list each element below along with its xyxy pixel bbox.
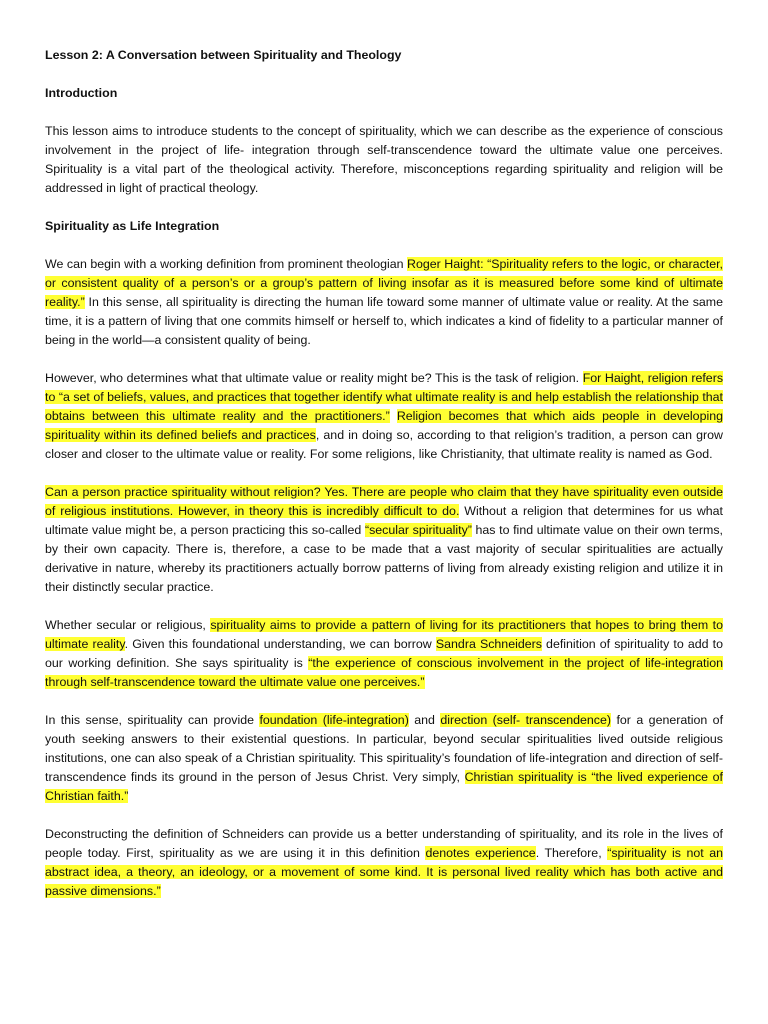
paragraph-deconstructing-definition: [45, 825, 723, 901]
highlighted-text: Sandra Schneiders: [435, 637, 542, 651]
text-segment: definition of spirituality to add to our working definition. She says spirituality is: [45, 637, 724, 670]
highlighted-text: Religion becomes that which aids people in developing spirituality within its defined beliefs and practices: [45, 409, 724, 442]
text-segment: In this sense, spirituality can provide: [45, 713, 260, 727]
highlighted-text: denotes experience: [425, 846, 536, 860]
section-heading: Spirituality as Life Integration: [45, 219, 220, 233]
text-segment: Without a religion that determines for us what ultimate value might be, a person practicing this so-called: [45, 504, 723, 537]
text-segment: Deconstructing the definition of Schneiders can provide us a better understanding of spirituality, and its role in the lives of people today. First, spirituality as we are using it in this definition: [45, 827, 723, 860]
text-segment: We can begin with a working definition from prominent theologian: [45, 257, 408, 271]
paragraph-religion: [45, 369, 723, 464]
text-segment: has to find ultimate value on their own terms, by their own capacity. There is, therefore, a case to be made that a vast majority of secular spiritualities are actually derivative in nature, whereby its practitioners actually borrow patterns of living from already existing religion and utilize it in their distinctly secular practice.: [45, 523, 723, 594]
highlighted-text: Roger Haight: “Spirituality refers to the logic, or character, or consistent quality of a person’s or a group’s pattern of living insofar as it is measured before some kind of ultimate reality.”: [45, 257, 723, 309]
text-segment: for a generation of youth seeking answers to their existential questions. In particular, beyond secular spiritualities lived outside religious institutions, one can also speak of a Christian spirituality. This spirituality’s foundation of life-integration and direction of self-transcendence finds its ground in the person of Jesus Christ. Very simply,: [45, 713, 724, 784]
highlighted-text: Christian spirituality is “the lived experience of Christian faith.”: [45, 770, 723, 803]
intro-paragraph: This lesson aims to introduce students to the concept of spirituality, which we can describe as the experience of conscious involvement in the project of life- integration through self-transcendence toward the ultimate value one perceives. Spirituality is a vital part of the theological activity. Therefore, misconceptions regarding spirituality and religion will be addressed in light of practical theology.: [45, 124, 723, 195]
highlighted-text: spirituality aims to provide a pattern of living for its practitioners that hopes to bring them to ultimate reality: [45, 618, 723, 651]
text-segment: . Therefore,: [535, 846, 608, 860]
intro-heading: Introduction: [45, 86, 118, 100]
highlighted-text: “spirituality is not an abstract idea, a theory, an ideology, or a movement of some kind. It is personal lived reality which has both active and passive dimensions.”: [45, 846, 724, 898]
highlighted-text: For Haight, religion refers to “a set of beliefs, values, and practices that together identify what ultimate reality is and help establish the relationship that obtains between this ultimate reality and the practitioners.”: [45, 371, 724, 423]
document-page: [45, 46, 723, 920]
paragraph-schneiders-definition: [45, 616, 723, 692]
text-segment: Whether secular or religious,: [45, 618, 211, 632]
highlighted-text: “the experience of conscious involvement in the project of life-integration through self-transcendence toward the ultimate value one perceives.”: [45, 656, 723, 689]
document-title: Lesson 2: A Conversation between Spirituality and Theology: [45, 48, 402, 62]
highlighted-text: Can a person practice spirituality without religion? Yes. There are people who claim that they have spirituality even outside of religious institutions. However, in theory this is incredibly difficult to do.: [45, 485, 723, 518]
text-segment: , and in doing so, according to that religion’s tradition, a person can grow closer and closer to the ultimate value or reality. For some religions, like Christianity, that ultimate reality is named as God.: [45, 428, 723, 461]
text-segment: and: [408, 713, 441, 727]
text-segment: [390, 409, 397, 423]
paragraph-haight-definition: [45, 255, 723, 350]
highlighted-text: “secular spirituality”: [364, 523, 472, 537]
text-segment: In this sense, all spirituality is directing the human life toward some manner of ultimate value or reality. At the same time, it is a pattern of living that one commits himself or herself to, which indicates a kind of fidelity to a particular manner of being in the world—a consistent quality of being.: [45, 295, 723, 347]
highlighted-text: direction (self- transcendence): [440, 713, 612, 727]
text-segment: . Given this foundational understanding, we can borrow: [124, 637, 436, 651]
paragraph-christian-spirituality: [45, 711, 723, 806]
text-segment: However, who determines what that ultimate value or reality might be? This is the task of religion.: [45, 371, 583, 385]
highlighted-text: foundation (life-integration): [259, 713, 409, 727]
paragraph-secular-spirituality: [45, 483, 723, 597]
